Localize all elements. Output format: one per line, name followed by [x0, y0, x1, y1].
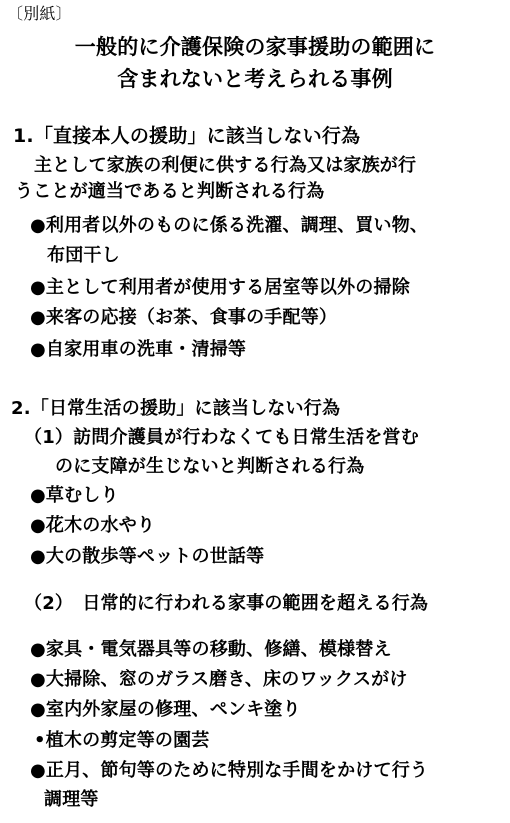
section-1-item: ●来客の応接（お茶、食事の手配等） [30, 307, 338, 328]
section-2-sub-1-heading-line-2: のに支障が生じないと判断される行為 [55, 456, 365, 477]
section-1-description-line-2: うことが適当であると判断される行為 [15, 181, 325, 202]
page-title-line-2: 含まれないと考えられる事例 [117, 67, 393, 91]
section-2-sub-1-item: ●花木の水やり [30, 515, 156, 536]
section-2-sub-2-item: ●正月、節句等のために特別な手間をかけて行う [30, 760, 429, 781]
section-2-sub-2-item: ●大掃除、窓のガラス磨き、床のワックスがけ [30, 669, 408, 690]
page-title-line-1: 一般的に介護保険の家事援助の範囲に [74, 35, 436, 59]
section-2-sub-2-item: ●家具・電気器具等の移動、修繕、模様替え [30, 639, 392, 660]
tag-label: 〔別紙〕 [7, 4, 72, 23]
section-2-sub-1-item: ●草むしり [30, 485, 119, 506]
section-2-sub-2-item: ●室内外家屋の修理、ペンキ塗り [30, 699, 301, 720]
section-2-sub-1-item: ●大の散歩等ペットの世話等 [30, 546, 265, 567]
section-1-item: ●利用者以外のものに係る洗濯、調理、買い物、 [30, 215, 429, 236]
section-1-item: ●主として利用者が使用する居室等以外の掃除 [30, 277, 410, 298]
section-2-sub-1-heading-line-1: （1）訪問介護員が行わなくても日常生活を営む [24, 427, 419, 448]
section-2-sub-2-item: •植木の剪定等の園芸 [34, 730, 210, 751]
section-2-heading: 2.「日常生活の援助」に該当しない行為 [11, 398, 341, 419]
section-1-item: ●自家用車の洗車・清掃等 [30, 339, 247, 360]
section-1-heading: 1.「直接本人の援助」に該当しない行為 [13, 125, 361, 147]
section-1-item-continuation: 布団干し [47, 245, 120, 266]
section-1-description-line-1: 主として家族の利便に供する行為又は家族が行 [34, 155, 417, 176]
section-2-sub-2-heading: （2） 日常的に行われる家事の範囲を超える行為 [24, 593, 429, 614]
section-2-sub-2-item-continuation: 調理等 [44, 789, 99, 810]
